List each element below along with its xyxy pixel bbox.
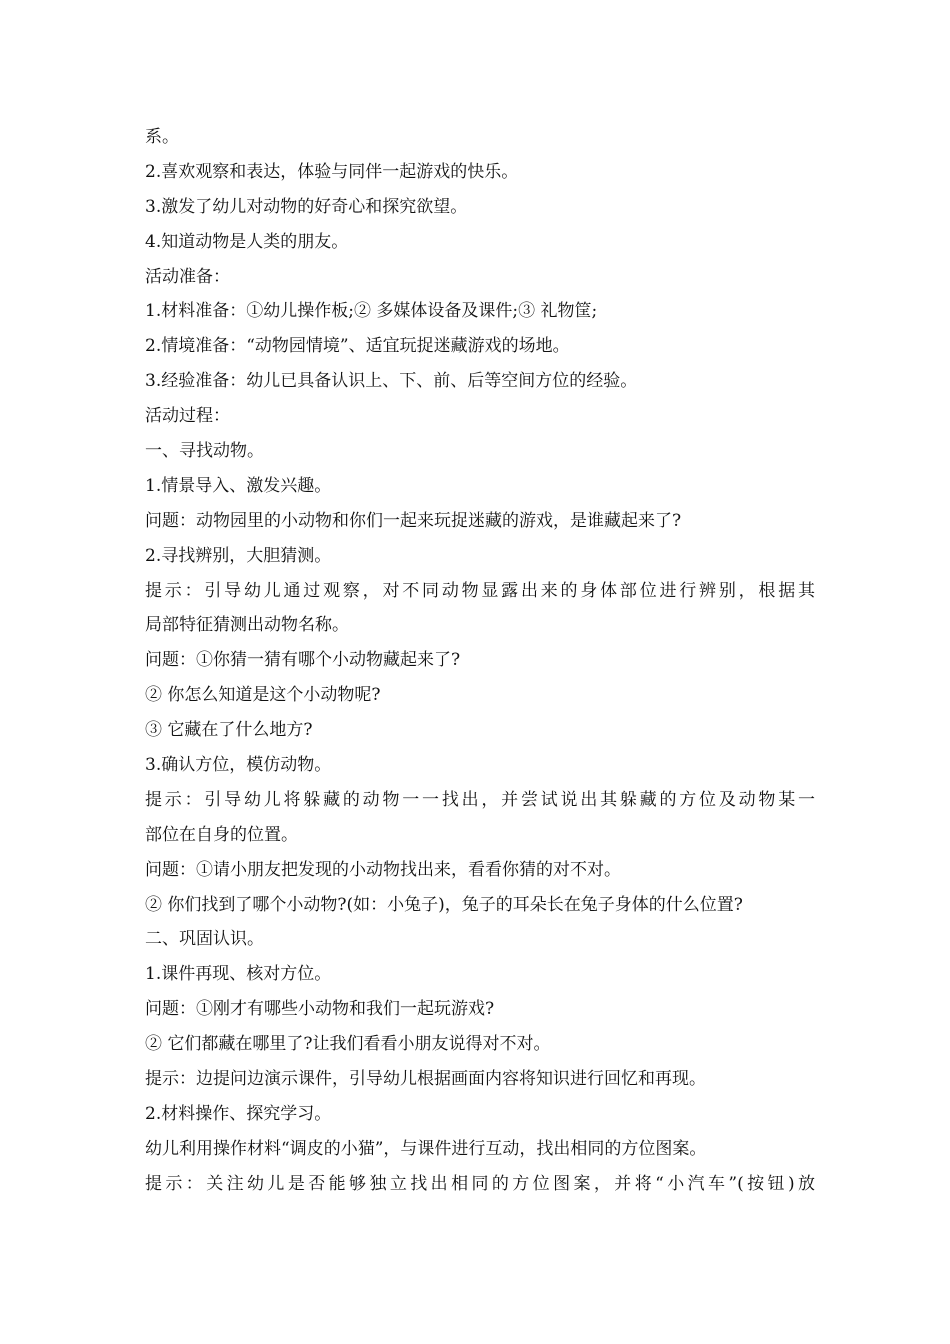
text-line: 系。 bbox=[145, 127, 179, 147]
text-line: 1.情景导入、激发兴趣。 bbox=[145, 475, 332, 496]
text-line: ② 它们都藏在哪里了?让我们看看小朋友说得对不对。 bbox=[145, 1034, 551, 1055]
text-line: 2.材料操作、探究学习。 bbox=[145, 1103, 332, 1124]
text-line: 1.材料准备：①幼儿操作板;② 多媒体设备及课件;③ 礼物筐; bbox=[145, 301, 598, 322]
text-line: ② 你怎么知道是这个小动物呢? bbox=[145, 685, 381, 706]
text-line: 幼儿利用操作材料“调皮的小猫”，与课件进行互动，找出相同的方位图案。 bbox=[145, 1138, 707, 1159]
text-line: 提示：边提问边演示课件，引导幼儿根据画面内容将知识进行回忆和再现。 bbox=[145, 1069, 706, 1090]
subsection-heading: 二、巩固认识。 bbox=[145, 929, 264, 950]
text-line: 4.知道动物是人类的朋友。 bbox=[145, 231, 349, 252]
text-line: 2.喜欢观察和表达，体验与同伴一起游戏的快乐。 bbox=[145, 161, 519, 182]
text-line: 提示：引导幼儿通过观察，对不同动物显露出来的身体部位进行辨别，根据其 bbox=[145, 580, 815, 601]
text-line: 3.确认方位，模仿动物。 bbox=[145, 755, 332, 776]
text-line: 问题：动物园里的小动物和你们一起来玩捉迷藏的游戏，是谁藏起来了? bbox=[145, 510, 682, 531]
text-line: 问题：①刚才有哪些小动物和我们一起玩游戏? bbox=[145, 999, 495, 1020]
section-heading: 活动准备： bbox=[145, 266, 230, 287]
text-line: 1.课件再现、核对方位。 bbox=[145, 964, 332, 985]
text-line: 3.经验准备：幼儿已具备认识上、下、前、后等空间方位的经验。 bbox=[145, 371, 638, 392]
section-heading: 活动过程： bbox=[145, 406, 230, 427]
text-line: ③ 它藏在了什么地方? bbox=[145, 720, 313, 741]
text-line: 局部特征猜测出动物名称。 bbox=[145, 615, 349, 636]
text-line: 问题：①你猜一猜有哪个小动物藏起来了? bbox=[145, 650, 461, 671]
text-line: ② 你们找到了哪个小动物?(如：小兔子)，兔子的耳朵长在兔子身体的什么位置? bbox=[145, 894, 743, 915]
text-line: 2.寻找辨别，大胆猜测。 bbox=[145, 545, 332, 566]
subsection-heading: 一、寻找动物。 bbox=[145, 441, 264, 462]
text-line: 部位在自身的位置。 bbox=[145, 824, 298, 845]
document-body bbox=[145, 120, 815, 1202]
text-line: 问题：①请小朋友把发现的小动物找出来，看看你猜的对不对。 bbox=[145, 859, 621, 880]
text-line: 2.情境准备：“动物园情境”、适宜玩捉迷藏游戏的场地。 bbox=[145, 336, 570, 357]
text-line: 提示：关注幼儿是否能够独立找出相同的方位图案，并将“小汽车”(按钮)放 bbox=[145, 1173, 815, 1194]
text-line: 3.激发了幼儿对动物的好奇心和探究欲望。 bbox=[145, 196, 468, 217]
text-line: 提示：引导幼儿将躲藏的动物一一找出，并尝试说出其躲藏的方位及动物某一 bbox=[145, 789, 815, 810]
